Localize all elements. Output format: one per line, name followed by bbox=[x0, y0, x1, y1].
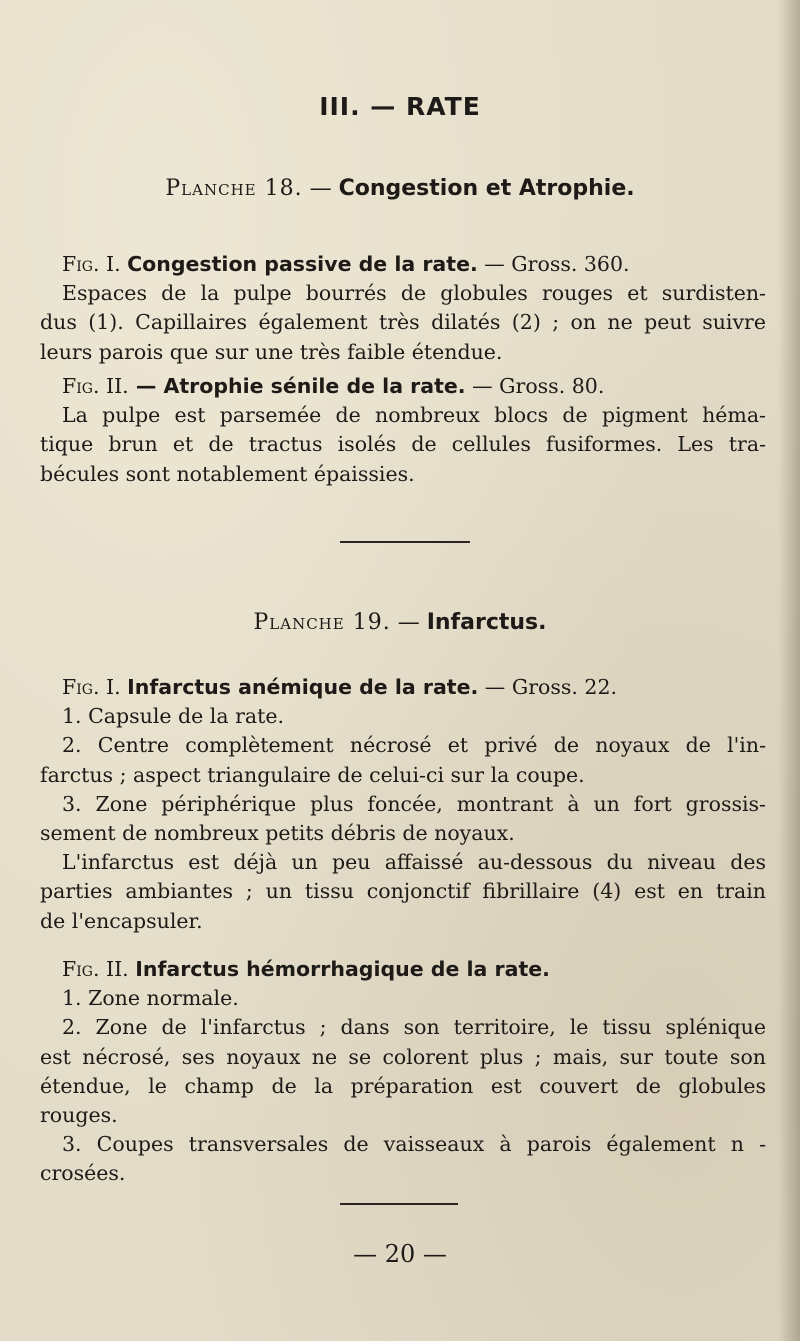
fig-19-2-title: Infarctus hémorrhagique de la rate. bbox=[135, 957, 550, 981]
fig-18-2-line: bécules sont notablement épaissies. bbox=[40, 461, 415, 486]
fig-18-2-heading bbox=[40, 372, 766, 401]
page-number: — 20 — bbox=[353, 1240, 447, 1268]
fig-19-1-line: de l'encapsuler. bbox=[40, 908, 203, 933]
separator-rule bbox=[340, 541, 470, 543]
fig-19-2-line: est nécrosé, ses noyaux ne se colorent plus ; mais, sur toute son bbox=[40, 1044, 766, 1069]
fig-19-1-title: Infarctus anémique de la rate. bbox=[127, 675, 479, 699]
fig-18-1-heading bbox=[40, 250, 766, 279]
fig-19-2-line: 1. Zone normale. bbox=[62, 986, 239, 1011]
section-title: III. — RATE bbox=[319, 92, 481, 121]
fig-19-2-line: étendue, le champ de la préparation est couvert de globules bbox=[40, 1073, 766, 1098]
fig-19-1 bbox=[40, 673, 766, 936]
page-edge-shadow bbox=[778, 0, 800, 1341]
fig-19-1-line: parties ambiantes ; un tissu conjonctif fibrillaire (4) est en train bbox=[40, 879, 766, 904]
planche-18-title: Congestion et Atrophie. bbox=[338, 176, 635, 201]
fig-18-1-line: leurs parois que sur une très faible étendue. bbox=[40, 339, 503, 364]
fig-18-1-title: Congestion passive de la rate. bbox=[127, 252, 478, 276]
fig-18-2-gross: — Gross. 80. bbox=[465, 374, 605, 398]
planche-18-label: Planche 18. bbox=[165, 176, 303, 201]
planche-19-title: Infarctus. bbox=[426, 610, 547, 635]
fig-19-1-line: L'infarctus est déjà un peu affaissé au-dessous du niveau des bbox=[62, 850, 766, 875]
fig-18-1-gross: — Gross. 360. bbox=[477, 252, 630, 276]
fig-18-2-line: La pulpe est parsemée de nombreux blocs de pigment héma- bbox=[62, 403, 766, 428]
fig-18-2 bbox=[40, 372, 766, 489]
fig-19-2-heading bbox=[40, 955, 766, 984]
fig-19-2-line: 3. Coupes transversales de vaisseaux à parois également n - bbox=[62, 1132, 766, 1157]
planche-18-heading bbox=[0, 176, 800, 201]
fig-19-2-label: Fig. II. bbox=[62, 957, 129, 981]
planche-19-heading bbox=[0, 610, 800, 635]
planche-19-label: Planche 19. bbox=[253, 610, 391, 635]
fig-19-2-line: crosées. bbox=[40, 1161, 126, 1186]
fig-18-1-line: Espaces de la pulpe bourrés de globules rouges et surdisten- bbox=[62, 281, 766, 306]
fig-19-1-line: 3. Zone périphérique plus foncée, montrant à un fort grossis- bbox=[62, 791, 766, 816]
fig-19-2 bbox=[40, 955, 766, 1189]
fig-18-1 bbox=[40, 250, 766, 367]
fig-19-1-line: 2. Centre complètement nécrosé et privé de noyaux de l'in- bbox=[62, 733, 766, 758]
fig-19-1-gross: — Gross. 22. bbox=[478, 675, 618, 699]
fig-19-2-line: 2. Zone de l'infarctus ; dans son territoire, le tissu splénique bbox=[62, 1015, 766, 1040]
fig-19-1-line: sement de nombreux petits débris de noyaux. bbox=[40, 821, 515, 846]
fig-19-1-label: Fig. I. bbox=[62, 675, 121, 699]
separator-rule bbox=[340, 1203, 458, 1205]
fig-19-1-line: 1. Capsule de la rate. bbox=[62, 704, 285, 729]
planche-18-sep: — bbox=[302, 176, 339, 201]
fig-18-2-title: — Atrophie sénile de la rate. bbox=[128, 374, 466, 398]
fig-18-1-label: Fig. I. bbox=[62, 252, 121, 276]
fig-18-1-line: dus (1). Capillaires également très dilatés (2) ; on ne peut suivre bbox=[40, 310, 766, 335]
fig-19-1-line: farctus ; aspect triangulaire de celui-ci sur la coupe. bbox=[40, 762, 585, 787]
fig-18-2-label: Fig. II. bbox=[62, 374, 129, 398]
fig-19-1-heading bbox=[40, 673, 766, 702]
fig-18-2-line: tique brun et de tractus isolés de cellules fusiformes. Les tra- bbox=[40, 432, 766, 457]
planche-19-sep: — bbox=[390, 610, 427, 635]
fig-19-2-line: rouges. bbox=[40, 1103, 118, 1128]
